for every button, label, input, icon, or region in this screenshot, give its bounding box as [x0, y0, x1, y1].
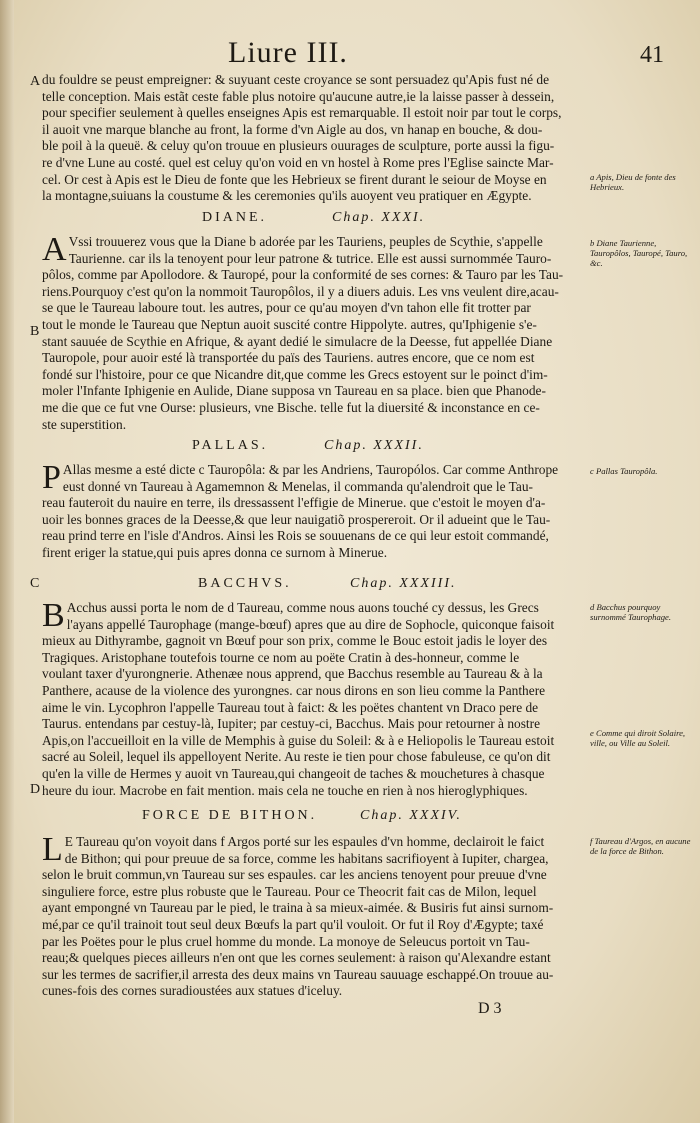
text-line: fondé sur l'histoire, pour ce que Nicandre dit,que comme les Grecs estoyent sur le poinct d'im- [42, 366, 548, 382]
text-line: re d'vne Lune au costé. quel est celuy qu'on void en vn hostel à Rome pres l'Eglise saincte Mar- [42, 154, 554, 170]
margin-note-d: d Bacchus pourquoy surnommé Taurophage. [590, 602, 672, 622]
text-line: la montagne,suiuans la coustume & les ceremonies qu'ils auoyent veu pratiquer en Ægypte. [42, 188, 532, 204]
margin-note-b: b Diane Taurienne, Tauropôlos, Tauropé, Tauro, &c. [590, 238, 688, 268]
chapter-heading-bithon [42, 808, 582, 828]
text-line: reau prind terre en l'isle d'Andros. Ainsi les Rois se souuenans de ce qui leur estoit commandé, [42, 528, 549, 544]
chapter-heading-diane [42, 210, 582, 230]
text-line: stant sauuée de Scythie en Afrique, & ayant dedié le simulacre de la Deesse, fut appellée Diane [42, 333, 553, 349]
text-line: par les Poëtes pour le plus cruel homme du monde. La monoye de Seleucus portoit vn Tau- [42, 933, 530, 949]
bithon-paragraph [42, 834, 582, 1000]
text-line: Allas mesme a esté dicte c Tauropôla: & par les Andriens, Tauropólos. Car comme Anthrope [62, 462, 559, 477]
text-line: singuliere force, estre plus robuste que le Taureau. Pour ce Theocrit fait cas de Milon, lequel [42, 883, 537, 899]
margin-letter-a: A [30, 74, 41, 89]
text-line: Taurus. entendans par cestuy-là, Iupiter; par cestuy-ci, Bacchus. Mais pour retourner à nostre [42, 716, 541, 732]
text-line: uoir les bonnes graces de la Deesse,& que leur nauigatiõ prospereroit. Or il adueint que le Tau- [42, 511, 551, 527]
page-gutter [0, 0, 14, 1123]
text-line: mieux au Dithyrambe, gagnoit vn Bœuf pour son prix, comme le Bouc estoit jadis le loyer des [42, 633, 548, 649]
drop-cap: P [42, 462, 61, 496]
chapter-heading-bacchus [42, 576, 582, 596]
text-line: selon le bruit commun,vn Taureau sur ses espaules. car les anciens tenoyent pour preuue d'vne [42, 867, 547, 883]
text-line: Apis,on l'accueilloit en la ville de Memphis à guise du Soleil: & à e Heliopolis le Taureau estoit [42, 732, 555, 748]
text-line: reau fauteroit du nauire en terre, ils dressassent l'effigie de Minerue. que c'estoit le moyen d'a- [42, 495, 546, 511]
text-line: moler l'Infante Iphigenie en Aulide, Diane supposa vn Taureau en sa place. bien que Phanode- [42, 383, 546, 399]
running-head-title: Liure III. [228, 36, 348, 69]
chapter-number: Chap. XXXI. [332, 210, 426, 225]
text-line: du fouldre se peust empreigner: & suyuant ceste croyance se sont persuadez qu'Apis fust né de [42, 72, 550, 87]
text-line: reau;& quelques pieces ailleurs n'en ont que les cornes seulement: à raison qu'Alexandre estant [42, 950, 551, 966]
margin-letter-d: D [30, 782, 41, 797]
text-line: ayant empongné vn Taureau par le pied, le traina à sa mieux-aimée. & Busiris fut ainsi surnom- [42, 900, 554, 916]
text-line: cunes-fois des cornes suradioustées aux statues d'iceluy. [42, 983, 343, 999]
pallas-paragraph [42, 462, 582, 562]
text-line: riens.Pourquoy c'est qu'on la nommoit Tauropôlos, il y a diuers aduis. Les vns veulent dire,acau- [42, 283, 559, 299]
text-line: E Taureau qu'on voyoit dans f Argos porté sur les espaules d'vn homme, declairoit le faict [64, 834, 545, 849]
chapter-title: FORCE DE BITHON. [142, 808, 318, 823]
text-line: telle conception. Mais estãt ceste fable plus notoire qu'aucune autre,ie la laisse passer à dessein, [42, 88, 555, 104]
signature-mark: D 3 [478, 1000, 502, 1017]
chapter-title: PALLAS. [192, 438, 269, 453]
text-line: eust donné vn Taureau à Agamemnon & Menelas, il commanda qu'alendroit que le Tau- [62, 478, 533, 494]
text-line: Tauropole, pour auoir esté là transportée du païs des Tauriens. autres encore, que ce nom est [42, 350, 535, 366]
drop-cap: A [42, 234, 67, 268]
margin-letter-c: C [30, 576, 40, 591]
text-line: cel. Or cest à Apis est le Dieu de fonte que les Hebrieux se firent durant le seiour de Moyse en [42, 171, 547, 187]
margin-note-c: c Pallas Tauropôla. [590, 466, 658, 476]
margin-note-e: e Comme qui diroit Solaire, ville, ou Ville au Soleil. [590, 728, 686, 748]
drop-cap: L [42, 834, 63, 868]
chapter-number: Chap. XXXIV. [360, 808, 462, 823]
chapter-title: DIANE. [202, 210, 268, 225]
text-line: ble poil à la queuë. & celuy qu'on trouue en plusieurs ouurages de sculpture, porte aussi la figu- [42, 138, 555, 154]
chapter-heading-pallas [42, 438, 582, 458]
text-line: qu'en la ville de Hermes y auoit vn Taureau,qui changeoit de taches & mouchetures à chasque [42, 765, 545, 781]
bacchus-paragraph [42, 600, 582, 799]
drop-cap: B [42, 600, 65, 634]
margin-note-f: f Taureau d'Argos, en aucune de la force de Bithon. [590, 836, 691, 856]
text-line: sacré au Soleil, lequel ils appelloyent Nerite. Au reste ie tien pour chose fabuleuse, ce qu'on dit [42, 749, 551, 765]
text-line: l'ayans appellé Taurophage (mange-bœuf) apres que au dire de Sophocle, quiconque faisoit [66, 616, 555, 632]
text-line: aime le vin. Lycophron l'appelle Taureau tout à faict: & les poëtes chantent vn Draco pere de [42, 699, 539, 715]
page-number: 41 [640, 42, 664, 68]
text-line: Vssi trouuerez vous que la Diane b adorée par les Tauriens, peuples de Scythie, s'appelle [68, 234, 543, 249]
chapter-number: Chap. XXXII. [324, 438, 424, 453]
text-line: il auoit vne marque blanche au front, la forme d'vn Aigle au dos, vn hanap en bouche, & dou- [42, 121, 543, 137]
intro-paragraph [42, 72, 582, 205]
text-line: de Bithon; qui pour preuue de sa force, comme les habitans sacrifioyent à Iupiter, chargea, [64, 850, 549, 866]
text-line: pôlos, comme par Apollodore. & Tauropé, pour la conformité de ses cornes: & Tauro par les Tau- [42, 267, 564, 283]
text-line: ste superstition. [42, 416, 127, 432]
text-line: voulant taxer d'yurongnerie. Athenæe nous apprend, que Bacchus resemble au Taureau & à la [42, 666, 543, 682]
text-line: mé,par ce qu'il trainoit tout seul deux Bœufs la part qu'il vouloit. Or fut il Roy d'Ægypte; taxé [42, 916, 544, 932]
margin-letter-b: B [30, 324, 40, 339]
text-line: Tragiques. Aristophane toutefois tourne ce nom au poëte Cratin à des-honneur, comme le [42, 649, 520, 665]
text-line: Panthere, acause de la violence des yurongnes. car nous dirons en son lieu comme la Panthere [42, 682, 546, 698]
chapter-number: Chap. XXXIII. [350, 576, 457, 591]
text-line: se que le Taureau laboure tout. les autres, pour ce qu'au moyen d'vn tahon elle fit trotter par [42, 300, 531, 316]
text-line: Taurienne. car ils la tenoyent pour leur patrone & tutrice. Elle est aussi surnommée Tauro- [68, 250, 552, 266]
running-head [0, 32, 700, 72]
diane-paragraph [42, 234, 582, 433]
text-line: Acchus aussi porta le nom de d Taureau, comme nous auons touché cy dessus, les Grecs [66, 600, 539, 615]
text-line: me die que ce fut vne Ourse: plusieurs, vne Bische. telle fut la diuersité & inconstance en ce- [42, 399, 540, 415]
margin-note-a: a Apis, Dieu de fonte des Hebrieux. [590, 172, 676, 192]
text-line: firent eriger la statue,qui puis apres donna ce surnom à Minerue. [42, 544, 388, 560]
chapter-title: BACCHVS. [198, 576, 292, 591]
text-line: heure du iour. Macrobe en fait mention. mais cela ne touche en rien à nos hieroglyphiques. [42, 782, 528, 798]
text-line: sur les termes de sacrifier,il arresta des deux mains vn Taureau sauuage eschappé.On trouue au- [42, 966, 554, 982]
text-line: tout le monde le Taureau que Neptun auoit suscité contre Hippolyte. autres, qu'Iphigenie s'e- [42, 316, 537, 332]
text-line: pour specifier seulement à quelles enseignes Apis est remarquable. Il estoit noir par tout le corps, [42, 105, 562, 121]
